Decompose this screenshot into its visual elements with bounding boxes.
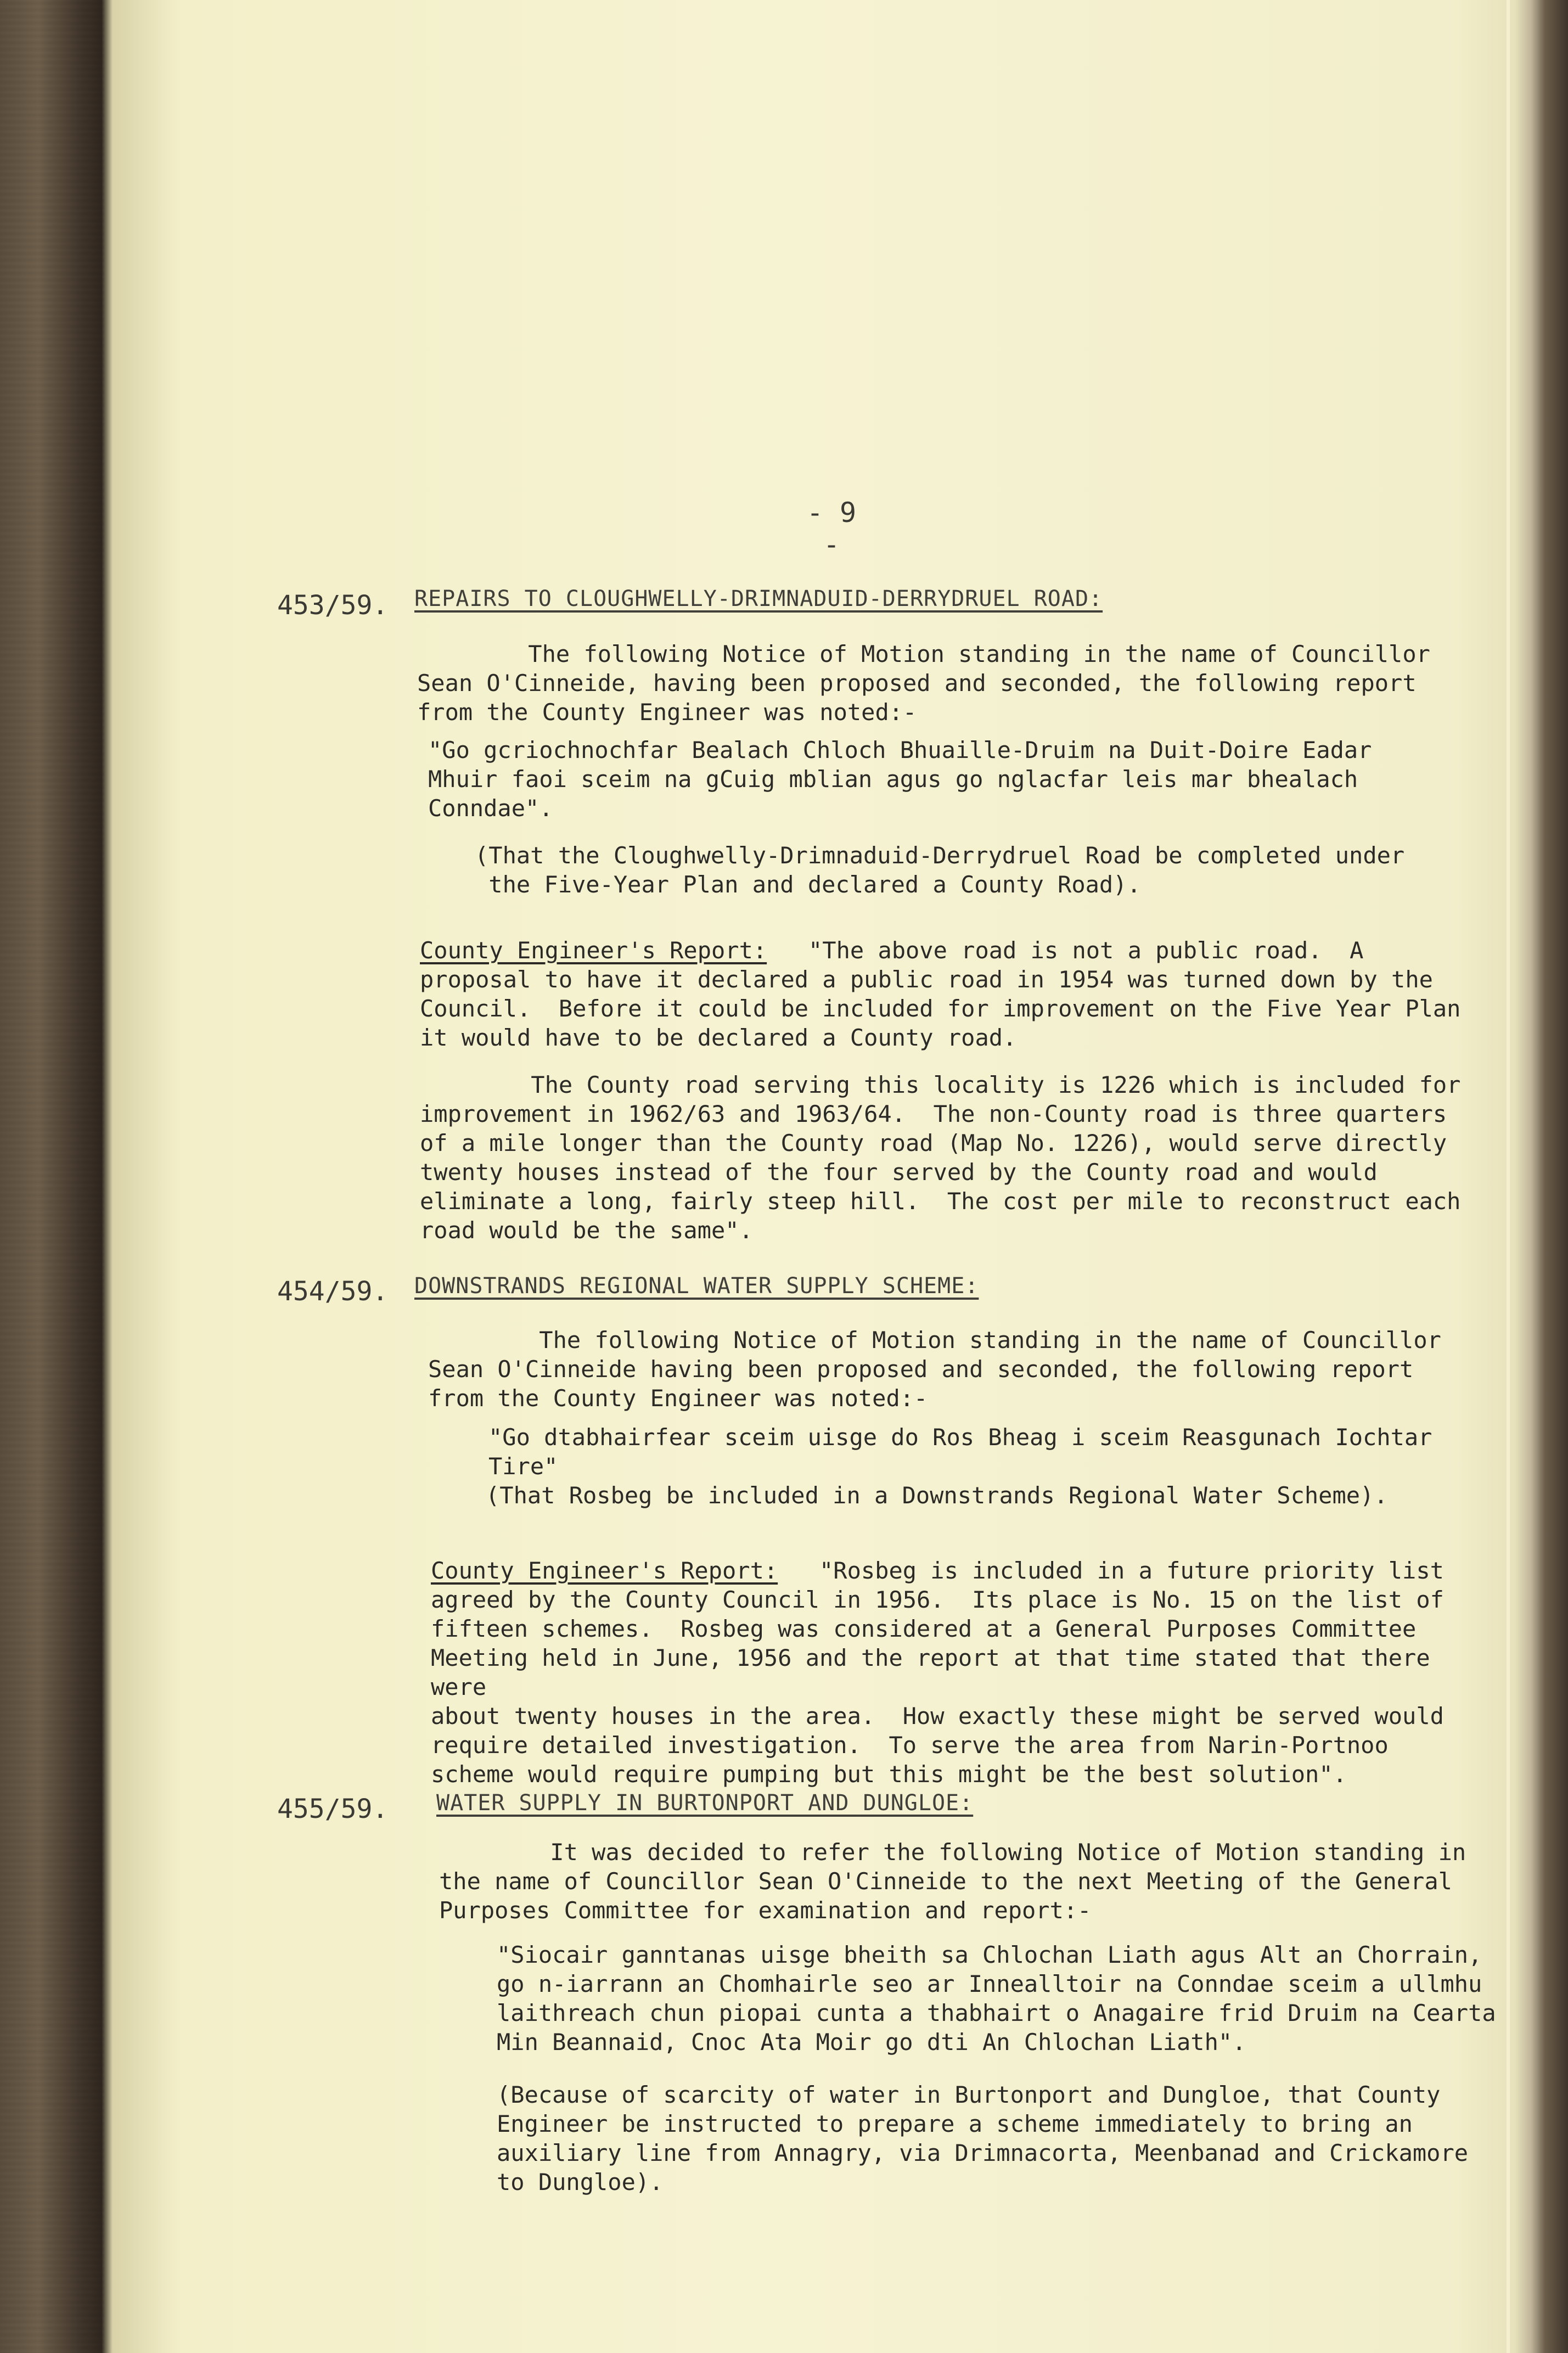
english-translation: (That the Cloughwelly-Drimnaduid-Derrydruel Road be completed under the Five-Year Plan and declared a County Road). [475,842,1405,898]
engineer-report [431,1556,1490,1789]
binding-shadow [0,0,104,2353]
report-text: "The above road is not a public road. A proposal to have it declared a public road in 1954 was turned down by the Council. Before it could be included for improvement on the Five Year Plan it would have to be declared a County road. [420,937,1461,1051]
notice-intro: It was decided to refer the following Notice of Motion standing in the name of Councillor Sean O'Cinneide to the next Meeting of the General Purposes Committee for examination and report:- [439,1839,1466,1924]
item-number: 454/59. [277,1276,389,1307]
item-number: 453/59. [277,590,389,621]
section-heading: WATER SUPPLY IN BURTONPORT AND DUNGLOE: [436,1790,974,1816]
report-label: County Engineer's Report: [431,1557,778,1584]
notice-intro: The following Notice of Motion standing in the name of Councillor Sean O'Cinneide, having been proposed and seconded, the following report from the County Engineer was noted:- [417,641,1430,726]
irish-motion-text: "Go gcriochnochfar Bealach Chloch Bhuaille-Druim na Duit-Doire Eadar Mhuir faoi sceim na gCuig mblian agus go nglacfar leis mar bhealach Conndae". [428,737,1372,822]
english-translation: (That Rosbeg be included in a Downstrands Regional Water Scheme). [486,1482,1388,1509]
page-number: - 9 - [806,497,857,560]
english-translation: (Because of scarcity of water in Burtonport and Dungloe, that County Engineer be instructed to prepare a scheme immediately to bring an auxiliary line from Annagry, via Drimnacorta, Meenbanad and Crickamore to Dungloe). [497,2081,1469,2195]
engineer-report-continued: The County road serving this locality is 1226 which is included for improvement in 1962/63 and 1963/64. The non-County road is three quarters of a mile longer than the County road (Map No. 1226), would serve directly twenty houses instead of the four served by the County road and would eliminate a long, fairly steep hill. The cost per mile to reconstruct each road would be the same". [420,1071,1461,1244]
section-heading: DOWNSTRANDS REGIONAL WATER SUPPLY SCHEME: [414,1273,979,1299]
item-number: 455/59. [277,1794,389,1824]
section-heading: REPAIRS TO CLOUGHWELLY-DRIMNADUID-DERRYDRUEL ROAD: [414,586,1103,611]
notice-intro: The following Notice of Motion standing in the name of Councillor Sean O'Cinneide having been proposed and seconded, the following report from the County Engineer was noted:- [428,1327,1441,1412]
irish-motion-text: "Siocair ganntanas uisge bheith sa Chlochan Liath agus Alt an Chorrain, go n-iarrann an Chomhairle seo ar Innealltoir na Conndae sceim a ullmhu laithreach chun piopai cunta a thabhairt o Anagaire frid Druim na Cearta Min Beannaid, Cnoc Ata Moir go dti An Chlochan Liath". [497,1941,1496,2056]
report-text: "Rosbeg is included in a future priority list agreed by the County Council in 1956. Its place is No. 15 on the list of fifteen schemes. Rosbeg was considered at a General Purposes Committee Meeting held in June, 1956 and the report at that time stated that there were about twenty houses in the area. How exactly these might be served would require detailed investigation. To serve the area from Narin-Portnoo scheme would require pumping but this might be the best solution". [431,1557,1444,1788]
irish-motion-text: "Go dtabhairfear sceim uisge do Ros Bheag i sceim Reasgunach Iochtar Tire" [488,1424,1446,1480]
report-label: County Engineer's Report: [420,937,767,964]
engineer-report [420,936,1479,1052]
